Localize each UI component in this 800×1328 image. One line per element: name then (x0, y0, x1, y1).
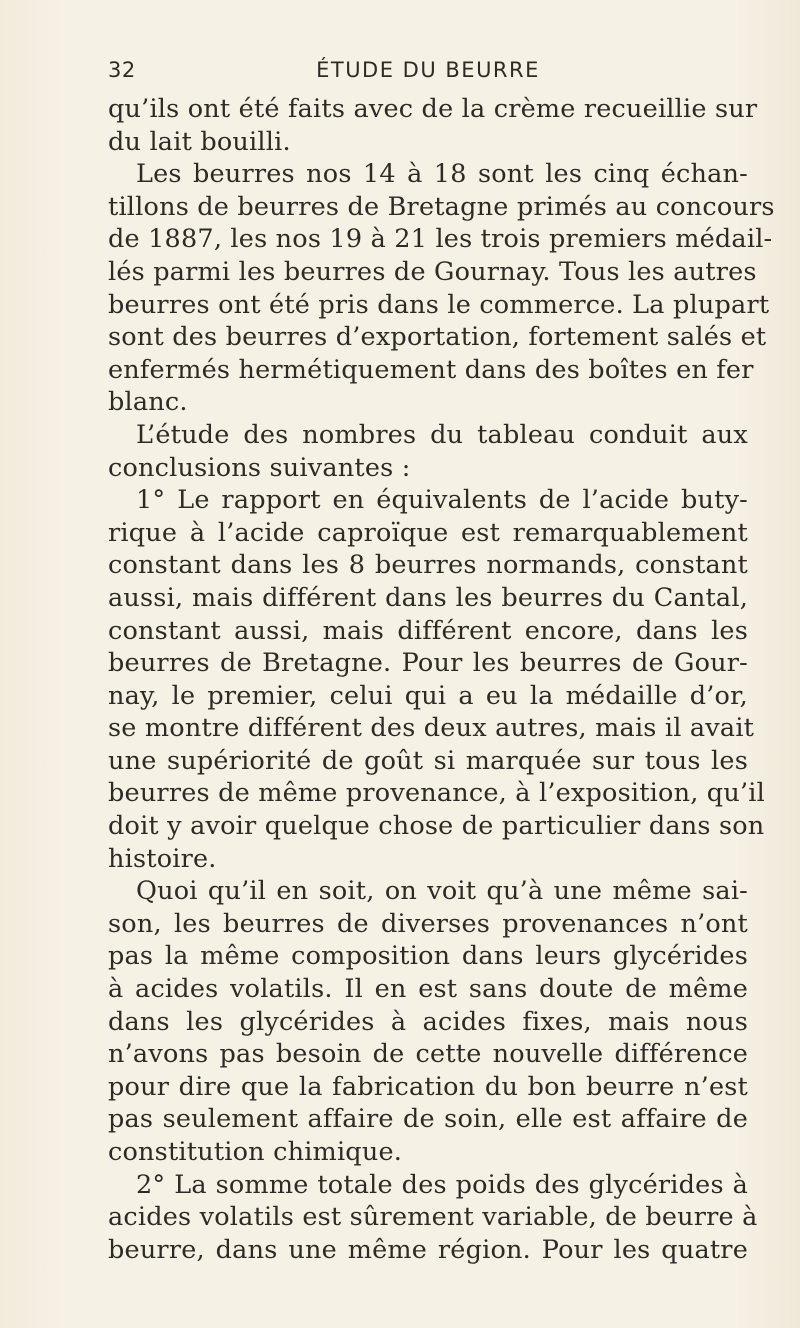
text-line: du lait bouilli. (108, 126, 291, 157)
text-line: son, les beurres de diverses provenances n’ont (108, 908, 748, 939)
text-line: beurres de Bretagne. Pour les beurres de Gour- (108, 648, 748, 679)
text-line: tillons de beurres de Bretagne primés au concours (108, 191, 775, 222)
page-number: 32 (108, 58, 136, 82)
text-line: dans les glycérides à acides fixes, mais nous (108, 1006, 748, 1037)
text-line: Les beurres nos 14 à 18 sont les cinq échan- (136, 159, 748, 190)
text-line: 1° Le rapport en équivalents de l’acide buty- (136, 485, 748, 516)
text-line: une supériorité de goût si marquée sur tous les (108, 745, 748, 776)
text-line: pas seulement affaire de soin, elle est affaire de (108, 1104, 748, 1135)
text-line: qu’ils ont été faits avec de la crème recueillie sur (108, 94, 758, 124)
text-line: Quoi qu’il en soit, on voit qu’à une même sai- (136, 876, 748, 907)
text-line: constant aussi, mais différent encore, dans les (108, 615, 748, 646)
text-line: enfermés hermétiquement dans des boîtes en fer (108, 354, 754, 385)
text-line: blanc. (108, 387, 188, 418)
text-line: lés parmi les beurres de Gournay. Tous les autres (108, 256, 757, 287)
text-line: constitution chimique. (108, 1137, 403, 1167)
text-line: L’étude des nombres du tableau conduit aux (136, 419, 748, 450)
text-line: se montre différent des deux autres, mais il avait (108, 713, 755, 744)
page-header (108, 58, 748, 82)
text-line: conclusions suivantes : (108, 452, 411, 483)
text-line: de 1887, les nos 19 à 21 les trois premiers médail- (108, 224, 773, 255)
body-text (108, 93, 775, 1266)
text-line: pour dire que la fabrication du bon beurre n’est (108, 1071, 748, 1102)
running-title: ÉTUDE DU BEURRE (316, 58, 540, 82)
text-line: constant dans les 8 beurres normands, constant (108, 550, 748, 581)
text-line: nay, le premier, celui qui a eu la médaille d’or, (108, 680, 748, 711)
text-line: sont des beurres d’exportation, fortement salés et (108, 322, 767, 353)
text-line: beurre, dans une même région. Pour les quatre (108, 1234, 748, 1265)
text-line: aussi, mais différent dans les beurres du Cantal, (108, 582, 748, 613)
text-line: à acides volatils. Il en est sans doute de même (108, 974, 748, 1005)
text-line: rique à l’acide caproïque est remarquablement (108, 517, 748, 548)
text-line: 2° La somme totale des poids des glycérides à (136, 1169, 748, 1200)
text-line: pas la même composition dans leurs glycérides (108, 941, 748, 972)
text-line: acides volatils est sûrement variable, de beurre à (108, 1202, 758, 1233)
text-line: histoire. (108, 843, 217, 874)
text-line: beurres de même provenance, à l’exposition, qu’il (108, 778, 765, 809)
text-line: beurres ont été pris dans le commerce. La plupart (108, 289, 770, 320)
text-line: n’avons pas besoin de cette nouvelle différence (108, 1039, 748, 1070)
text-line: doit y avoir quelque chose de particulier dans son (108, 811, 765, 842)
